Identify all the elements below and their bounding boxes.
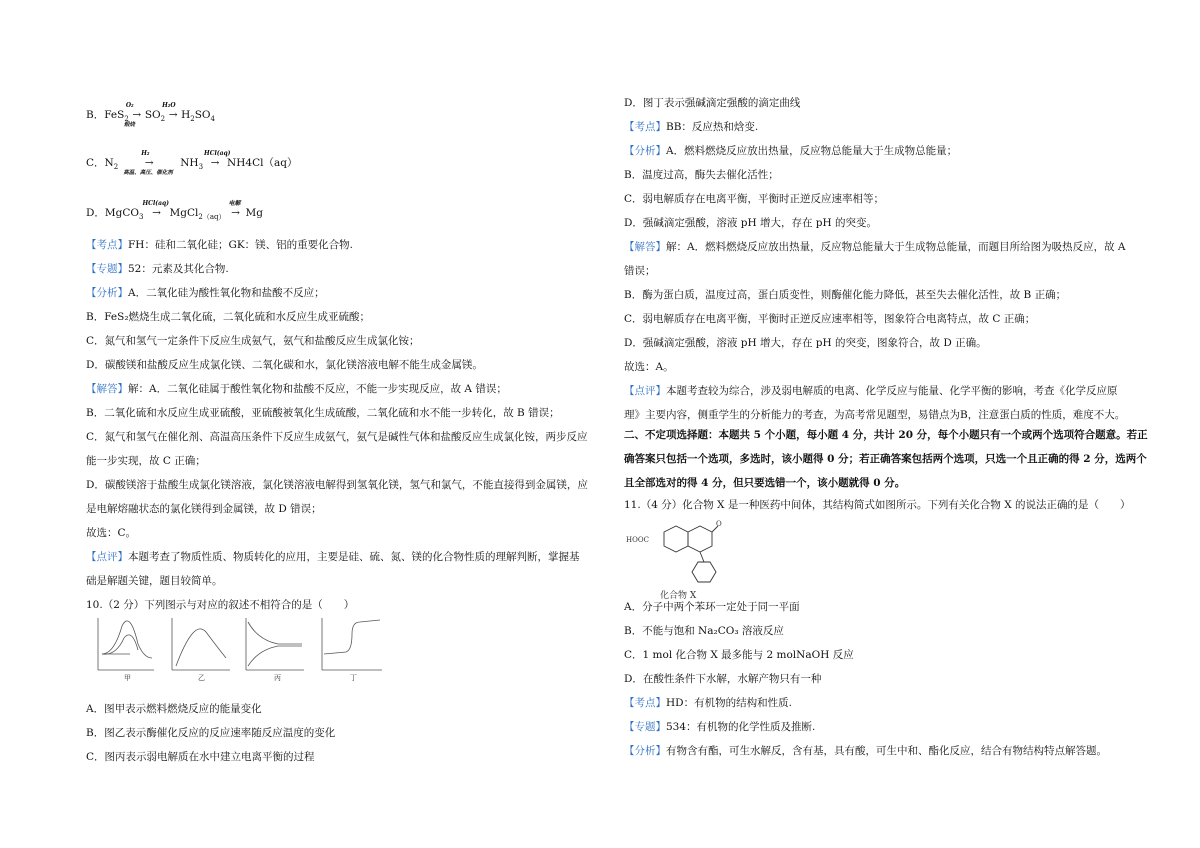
section-tag: 【专题】 [624, 721, 666, 733]
q10-figures [90, 614, 390, 682]
q11-option-c: C．1 mol 化合物 X 最多能与 2 molNaOH 反应 [624, 649, 854, 661]
q11-question: 11.（4 分）化合物 X 是一种医药中间体，其结构简式如图所示。下列有关化合物 X 的说法正确的是（ ） [624, 499, 1131, 511]
figure-label: 甲 [124, 674, 131, 682]
right-line [624, 96, 800, 110]
q11-option-a: A．分子中两个苯环一定处于同一平面 [624, 601, 800, 613]
section-tag: 【专题】 [86, 263, 128, 275]
line-text: BB：反应热和焓变. [666, 121, 759, 133]
line-text: D．碳酸镁溶于盐酸生成氯化镁溶液，氯化镁溶液电解得到氢氧化镁，氢气和氯气，不能直接得到金属镁，应 [86, 479, 588, 491]
right-line [624, 120, 758, 134]
svg-text:O: O [716, 520, 722, 528]
line-text: 10.（2 分）下列图示与对应的叙述不相符合的是（ ） [86, 599, 355, 611]
line-text: 础是解题关键，题目较简单。 [86, 575, 223, 587]
right-line [624, 240, 1126, 254]
right-line [624, 264, 656, 278]
left-line [86, 286, 325, 300]
line-text: 故选：A。 [624, 361, 674, 373]
right-line [624, 360, 674, 374]
figure-label: 乙 [198, 674, 205, 682]
figure-label: 丁 [350, 674, 357, 682]
right-line [624, 168, 779, 182]
section-title-line-1: 二、不定项选择题：本题共 5 个小题，每小题 4 分，共计 20 分，每个小题只有一个或两个选项符合题意。若正 [624, 429, 1148, 441]
line-text: 534：有机物的化学性质及推断. [666, 721, 816, 733]
left-line [86, 574, 223, 588]
line-text: A．二氧化硅为酸性氧化物和盐酸不反应； [128, 287, 325, 299]
line-text: C．弱电解质存在电离平衡，平衡时正逆反应速率相等； [624, 193, 885, 205]
svg-text:HOOC: HOOC [626, 536, 649, 544]
section-tag: 【点评】 [86, 551, 128, 563]
line-text: C．氮气和氢气一定条件下反应生成氨气，氨气和盐酸反应生成氯化铵； [86, 335, 420, 347]
line-text: C．氮气和氢气在催化剂、高温高压条件下反应生成氨气，氨气是碱性气体和盐酸反应生成氯化铵，两步反应 [86, 431, 588, 443]
line-text: 错误； [624, 265, 656, 277]
left-line [86, 238, 353, 252]
section-title-line-2: 确答案只包括一个选项，多选时，该小题得 0 分；若正确答案包括两个选项，只选一个且正确的得 2 分，选两个 [624, 453, 1147, 465]
line-text: 本题考查较为综合，涉及弱电解质的电离、化学反应与能量、化学平衡的影响，考查《化学反应原 [666, 385, 1118, 397]
right-line [624, 408, 1125, 422]
line-text: 解：A．二氧化硅属于酸性氧化物和盐酸不反应，不能一步实现反应，故 A 错误； [128, 383, 507, 395]
option-c-equation: C．$N_2$ → H₂ 高温、高压、催化剂 $NH_3$ → HCl(aq) NH4Cl（aq） [86, 150, 298, 176]
left-line [86, 358, 483, 372]
line-text: 理》主要内容，侧重学生的分析能力的考查，为高考常见题型，易错点为B，注意蛋白质的性质，难度不大。 [624, 409, 1126, 421]
option-d-equation: D．MgCO$_3$ → HCl(aq) MgCl$_{2(aq)}$ → 电解 Mg [86, 200, 263, 222]
right-line [624, 288, 1066, 302]
line-text: C．弱电解质存在电离平衡，平衡时正逆反应速率相等，图象符合电离特点，故 C 正确； [624, 313, 1036, 325]
left-line [86, 478, 588, 492]
line-text: FH：硅和二氧化硅；GK：镁、铝的重要化合物. [128, 239, 354, 251]
section-tag: 【分析】 [624, 145, 666, 157]
q11-option-b: B．不能与饱和 Na₂CO₃ 溶液反应 [624, 625, 784, 637]
section-tag: 【考点】 [624, 121, 666, 133]
line-text: 有物含有酯，可生水解反，含有基，具有酸，可生中和、酯化反应，结合有物结构特点解答题。 [666, 745, 1107, 757]
q11-line [624, 720, 815, 734]
left-line [86, 430, 588, 444]
line-text: 是电解熔融状态的氯化镁得到金属镁，故 D 错误； [86, 503, 322, 515]
q10-option-b: B．图乙表示酶催化反应的反应速率随反应温度的变化 [86, 727, 336, 739]
right-line [624, 312, 1035, 326]
section-tag: 【考点】 [624, 697, 666, 709]
line-text: B．酶为蛋白质，温度过高，蛋白质变性，则酶催化能力降低，甚至失去催化活性，故 B 正确； [624, 289, 1067, 301]
line-text: B．二氧化硫和水反应生成亚硫酸，亚硫酸被氧化生成硫酸，二氧化硫和水不能一步转化，故 B 错误； [86, 407, 560, 419]
left-line [86, 454, 206, 468]
line-text: D．强碱滴定强酸，溶液 pH 增大，存在 pH 的突变，图象符合，故 D 正确。 [624, 337, 987, 349]
section-tag: 【解答】 [624, 241, 666, 253]
left-line [86, 310, 370, 324]
q10-option-c: C．图丙表示弱电解质在水中建立电离平衡的过程 [86, 751, 315, 763]
left-line [86, 406, 560, 420]
line-text: 能一步实现，故 C 正确； [86, 455, 206, 467]
section-tag: 【考点】 [86, 239, 128, 251]
left-line [86, 334, 420, 348]
line-text: B．温度过高，酶失去催化活性； [624, 169, 779, 181]
right-line [624, 144, 957, 158]
line-text: 解：A．燃料燃烧反应放出热量，反应物总能量大于生成物总能量，而题目所给图为吸热反应，故 A [666, 241, 1126, 253]
line-text: D．碳酸镁和盐酸反应生成氯化镁、二氧化碳和水，氯化镁溶液电解不能生成金属镁。 [86, 359, 483, 371]
line-text: 本题考查了物质性质、物质转化的应用，主要是硅、硫、氮、镁的化合物性质的理解判断，掌握基 [128, 551, 580, 563]
section-title-line-3: 且全部选对的得 4 分，但只要选错一个，该小题就得 0 分。 [624, 477, 906, 489]
section-tag: 【分析】 [86, 287, 128, 299]
line-text: B．FeS₂燃烧生成二氧化硫，二氧化硫和水反应生成亚硫酸； [86, 311, 371, 323]
line-text: HD：有机物的结构和性质. [666, 697, 792, 709]
q10-option-a: A．图甲表示燃料燃烧反应的能量变化 [86, 703, 262, 715]
right-line [624, 384, 1118, 398]
q11-line [624, 744, 1107, 758]
left-line [86, 382, 507, 396]
option-b-equation: B．FeS$_2$ → O₂ 煅烧 $SO_2$ → H₂O $H_2SO_4$ [86, 102, 216, 128]
q11-line [624, 696, 792, 710]
left-line [86, 550, 580, 564]
line-text: D．强碱滴定强酸，溶液 pH 增大，存在 pH 的突变。 [624, 217, 878, 229]
left-line [86, 262, 229, 276]
line-text: 故选：C。 [86, 527, 137, 539]
line-text: 52：元素及其化合物. [128, 263, 229, 275]
right-line [624, 216, 877, 230]
section-tag: 【点评】 [624, 385, 666, 397]
section-tag: 【分析】 [624, 745, 666, 757]
section-tag: 【解答】 [86, 383, 128, 395]
svg-text:化合物 X: 化合物 X [660, 591, 697, 600]
right-line [624, 192, 884, 206]
compound-x-structure [624, 518, 754, 600]
figure-label: 丙 [274, 674, 281, 682]
left-line [86, 598, 354, 612]
right-line [624, 336, 987, 350]
line-text: A．燃料燃烧反应放出热量，反应物总能量大于生成物总能量； [666, 145, 958, 157]
q11-option-d: D．在酸性条件下水解，水解产物只有一种 [624, 673, 822, 685]
line-text: D．图丁表示强碱滴定强酸的滴定曲线 [624, 97, 801, 109]
left-line [86, 526, 136, 540]
left-line [86, 502, 322, 516]
